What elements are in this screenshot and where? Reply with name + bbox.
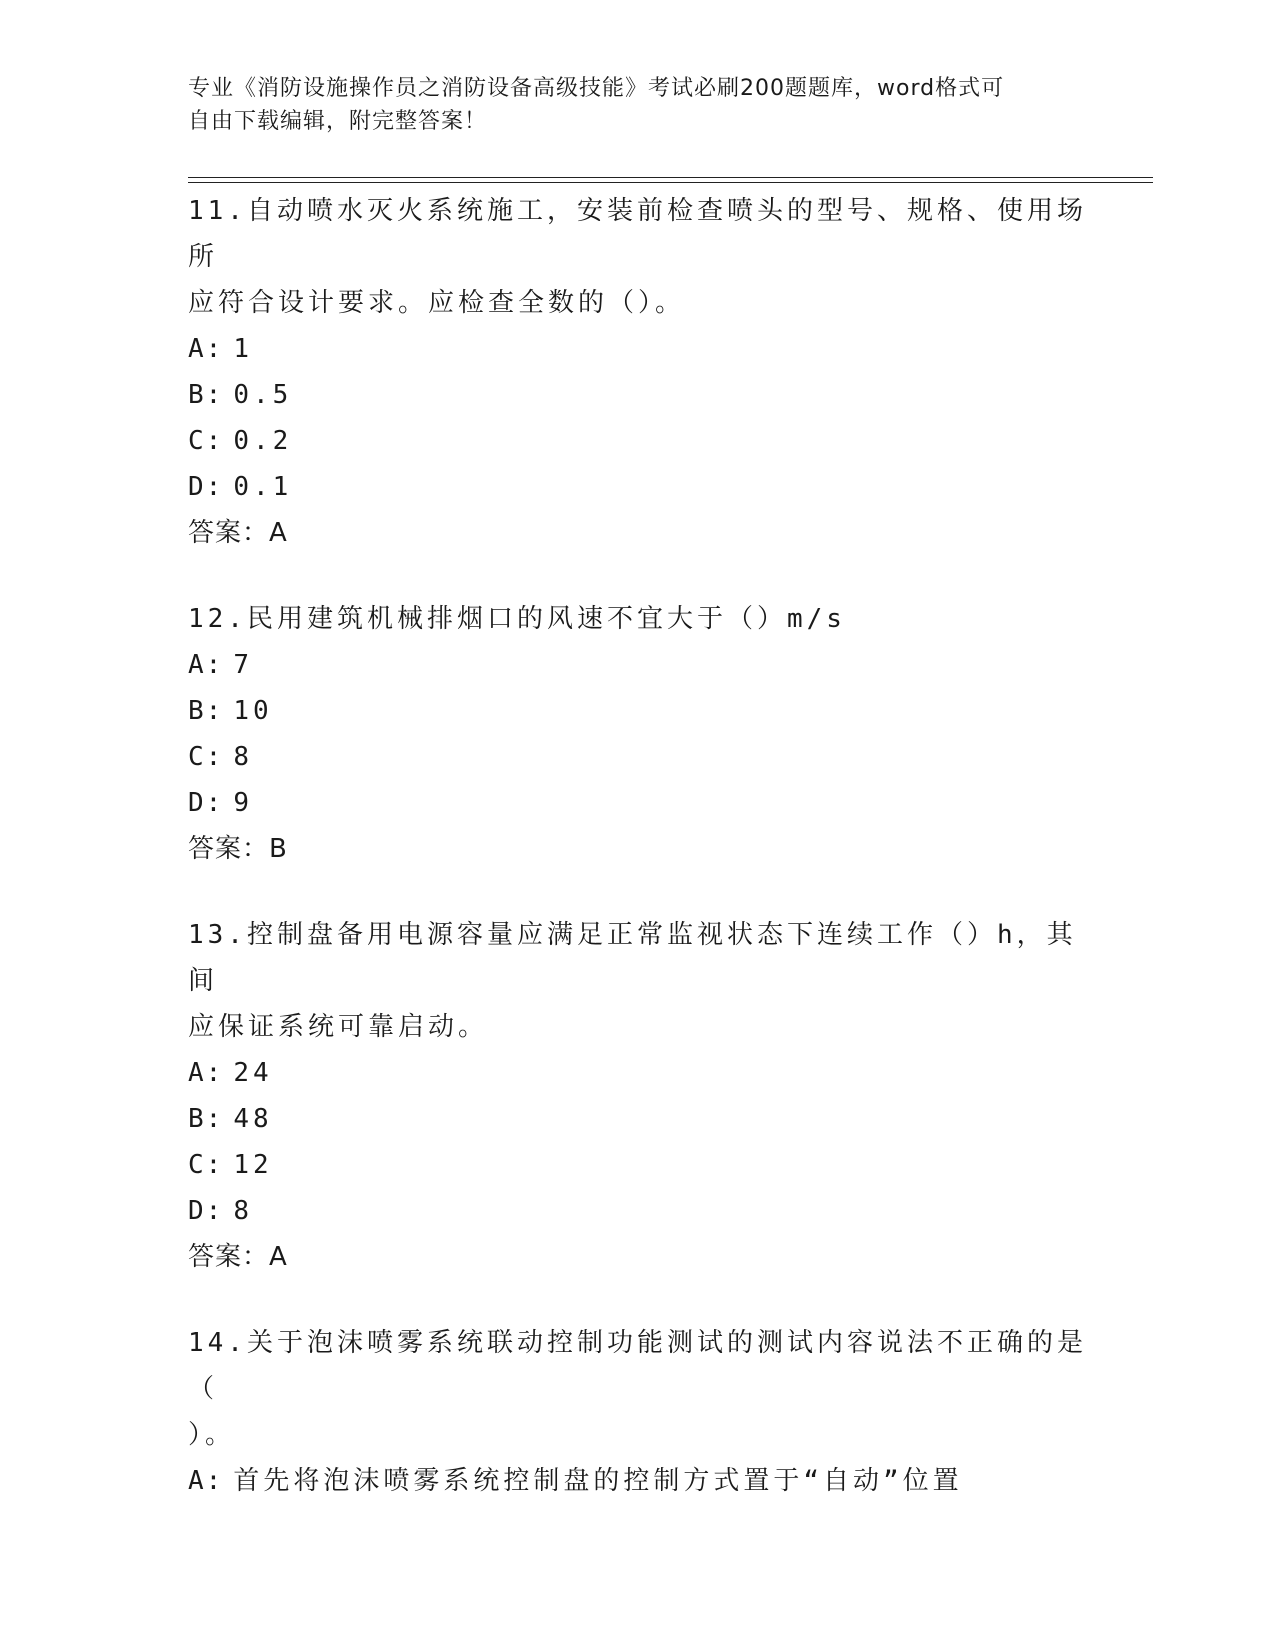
option-text: 0.2	[233, 426, 293, 456]
option-c	[188, 418, 1088, 464]
option-a	[188, 642, 1088, 688]
option-letter: D:	[188, 1196, 224, 1226]
header-line-1: 专业《消防设施操作员之消防设备高级技能》考试必刷200题题库，word格式可	[188, 76, 1005, 101]
option-text: 8	[233, 1196, 253, 1226]
option-c	[188, 734, 1088, 780]
option-text: 9	[233, 788, 253, 818]
option-b	[188, 372, 1088, 418]
option-letter: A:	[188, 650, 224, 680]
option-text: 7	[233, 650, 253, 680]
option-letter: D:	[188, 472, 224, 502]
option-text: 0.1	[233, 472, 293, 502]
option-text: 24	[233, 1058, 273, 1088]
option-letter: B:	[188, 380, 224, 410]
question-stem-line: 12.民用建筑机械排烟口的风速不宜大于（）m/s	[188, 604, 846, 634]
option-c	[188, 1142, 1088, 1188]
answer-line: 答案：A	[188, 518, 288, 548]
option-d	[188, 780, 1088, 826]
answer-line: 答案：A	[188, 1242, 288, 1272]
option-text: 12	[233, 1150, 273, 1180]
question-stem-line: 14.关于泡沫喷雾系统联动控制功能测试的测试内容说法不正确的是（	[188, 1328, 1087, 1404]
option-a	[188, 326, 1088, 372]
option-text: 0.5	[233, 380, 293, 410]
question-11	[188, 188, 1088, 556]
question-14	[188, 1320, 1088, 1504]
option-letter: C:	[188, 426, 224, 456]
option-letter: B:	[188, 696, 224, 726]
option-letter: C:	[188, 1150, 224, 1180]
header-divider-top	[188, 177, 1153, 178]
question-stem-line: 11.自动喷水灭火系统施工，安装前检查喷头的型号、规格、使用场所	[188, 196, 1087, 272]
option-letter: D:	[188, 788, 224, 818]
header-line-2: 自由下载编辑，附完整答案！	[188, 109, 488, 134]
question-list	[188, 188, 1088, 1544]
option-b	[188, 1096, 1088, 1142]
option-letter: A:	[188, 334, 224, 364]
header-divider-bottom	[188, 182, 1153, 183]
question-stem-line: 13.控制盘备用电源容量应满足正常监视状态下连续工作（）h，其间	[188, 920, 1077, 996]
option-letter: A:	[188, 1058, 224, 1088]
question-stem-line: ）。	[188, 1420, 236, 1450]
option-b	[188, 688, 1088, 734]
option-letter: C:	[188, 742, 224, 772]
question-13	[188, 912, 1088, 1280]
option-text: 8	[233, 742, 253, 772]
option-a	[188, 1458, 1088, 1504]
question-12	[188, 596, 1088, 872]
answer-line: 答案：B	[188, 834, 288, 864]
option-text: 1	[233, 334, 253, 364]
option-letter: B:	[188, 1104, 224, 1134]
option-text: 48	[233, 1104, 273, 1134]
option-letter: A:	[188, 1466, 224, 1496]
document-header	[188, 72, 1088, 138]
question-stem-line: 应保证系统可靠启动。	[188, 1012, 489, 1042]
option-a	[188, 1050, 1088, 1096]
option-d	[188, 1188, 1088, 1234]
option-text: 首先将泡沫喷雾系统控制盘的控制方式置于“自动”位置	[233, 1466, 963, 1496]
option-text: 10	[233, 696, 273, 726]
option-d	[188, 464, 1088, 510]
question-stem-line: 应符合设计要求。应检查全数的（）。	[188, 288, 686, 318]
